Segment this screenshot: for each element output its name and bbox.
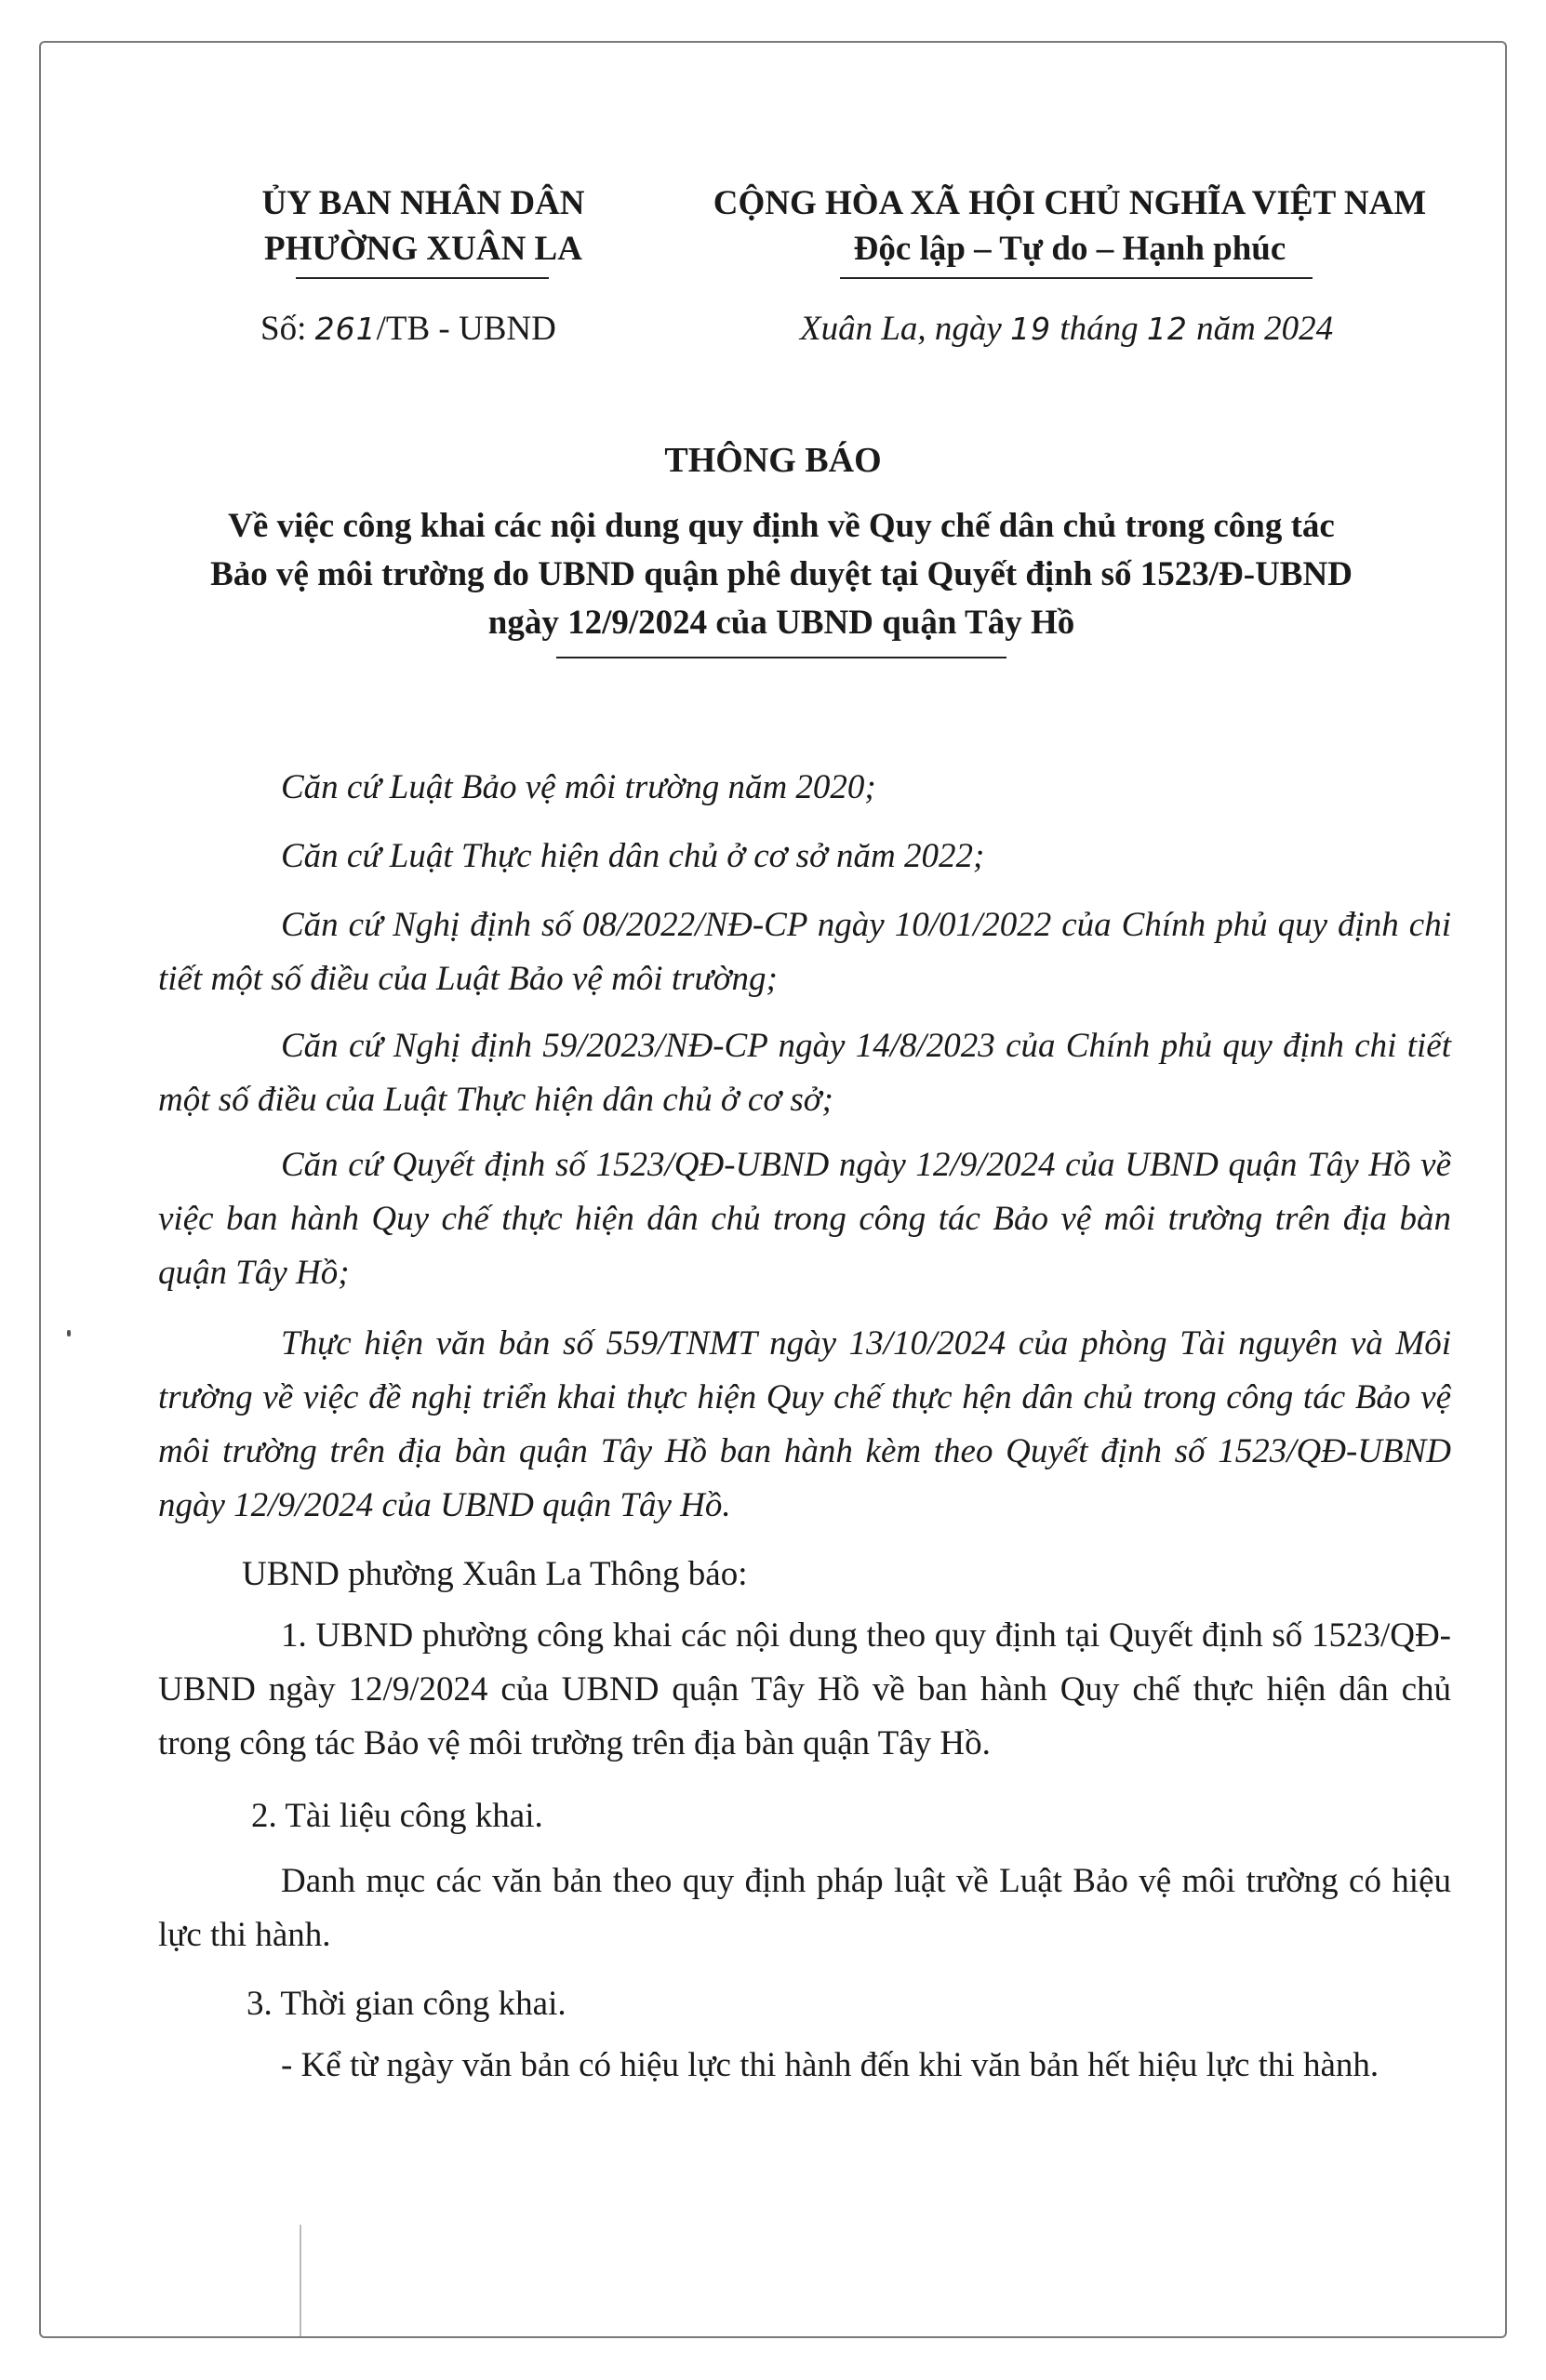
agency-line-2: PHƯỜNG XUÂN LA <box>264 230 582 268</box>
doc-number-prefix: Số: <box>260 310 315 348</box>
date-month-handwritten: 12 <box>1146 311 1188 347</box>
document-subtitle <box>140 502 1423 647</box>
title-underline <box>556 657 1006 658</box>
scan-dot <box>67 1330 71 1336</box>
agency-underline <box>296 277 549 279</box>
subtitle-line-1: Về việc công khai các nội dung quy định về Quy chế dân chủ trong công tác <box>228 507 1335 545</box>
doc-number-handwritten: 261 <box>314 311 377 347</box>
date-prefix: Xuân La, ngày <box>800 310 1011 348</box>
announcement-intro: UBND phường Xuân La Thông báo: <box>242 1555 748 1593</box>
document-title: THÔNG BÁO <box>664 441 882 480</box>
basis-1: Căn cứ Luật Bảo vệ môi trường năm 2020; <box>281 768 876 806</box>
motto-underline <box>840 277 1313 279</box>
document-number <box>260 307 556 352</box>
item-3-text: - Kể từ ngày văn bản có hiệu lực thi hành đến khi văn bản hết hiệu lực thi hành. <box>281 2046 1379 2084</box>
basis-2: Căn cứ Luật Thực hiện dân chủ ở cơ sở năm 2022; <box>281 837 985 875</box>
nation-line-1: CỘNG HÒA XÃ HỘI CHỦ NGHĨA VIỆT NAM <box>713 184 1427 222</box>
item-3-heading: 3. Thời gian công khai. <box>247 1985 566 2023</box>
issuing-agency <box>242 180 605 272</box>
basis-6: Thực hiện văn bản số 559/TNMT ngày 13/10/2024 của phòng Tài nguyên và Môi trường về việc đề nghị triển khai thực hiện Quy chế thực hện dân chủ trong công tác Bảo vệ môi trường trên địa bàn quận Tây Hồ ban hành kèm theo Quyết định số 1523/QĐ-UBND ngày 12/9/2024 của UBND quận Tây Hồ. <box>158 1324 1451 1524</box>
date-year: năm 2024 <box>1187 310 1334 348</box>
item-2-heading: 2. Tài liệu công khai. <box>251 1797 543 1835</box>
scan-edge-mark <box>300 2225 301 2336</box>
item-2-text: Danh mục các văn bản theo quy định pháp luật về Luật Bảo vệ môi trường có hiệu lực thi hành. <box>158 1862 1451 1954</box>
agency-line-1: ỦY BAN NHÂN DÂN <box>261 184 585 222</box>
date-month-label: tháng <box>1051 310 1147 348</box>
basis-3: Căn cứ Nghị định số 08/2022/NĐ-CP ngày 10/01/2022 của Chính phủ quy định chi tiết một số điều của Luật Bảo vệ môi trường; <box>158 906 1451 998</box>
doc-number-suffix: /TB - UBND <box>376 310 556 348</box>
item-1: 1. UBND phường công khai các nội dung theo quy định tại Quyết định số 1523/QĐ-UBND ngày 12/9/2024 của UBND quận Tây Hồ về ban hành Quy chế thực hiện dân chủ trong công tác Bảo vệ môi trường trên địa bàn quận Tây Hồ. <box>158 1616 1451 1762</box>
national-motto <box>679 180 1460 272</box>
issue-date <box>800 307 1333 352</box>
nation-line-2: Độc lập – Tự do – Hạnh phúc <box>853 230 1286 268</box>
subtitle-line-2: Bảo vệ môi trường do UBND quận phê duyệt tại Quyết định số 1523/Đ-UBND <box>210 555 1353 593</box>
basis-4: Căn cứ Nghị định 59/2023/NĐ-CP ngày 14/8/2023 của Chính phủ quy định chi tiết một số điều của Luật Thực hiện dân chủ ở cơ sở; <box>158 1027 1451 1119</box>
date-day-handwritten: 19 <box>1010 311 1052 347</box>
basis-5: Căn cứ Quyết định số 1523/QĐ-UBND ngày 12/9/2024 của UBND quận Tây Hồ về việc ban hành Quy chế thực hiện dân chủ trong công tác Bảo vệ môi trường trên địa bàn quận Tây Hồ; <box>158 1146 1451 1292</box>
subtitle-line-3: ngày 12/9/2024 của UBND quận Tây Hồ <box>487 604 1075 642</box>
